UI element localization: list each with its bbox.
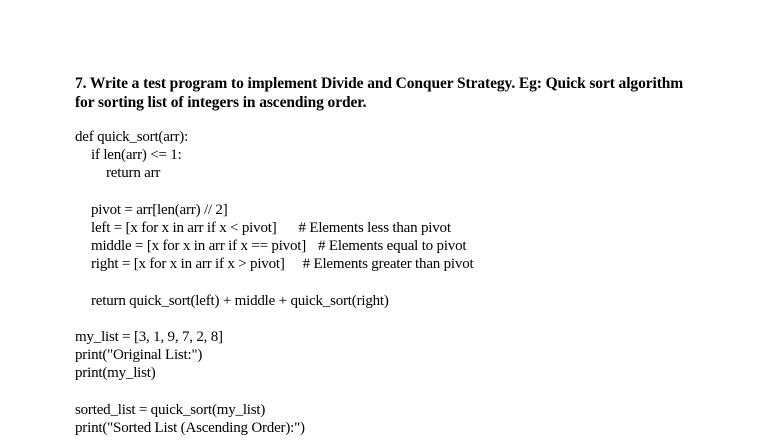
blank-line	[75, 274, 765, 292]
question-line-1: 7. Write a test program to implement Divide and Conquer Strategy. Eg: Quick sort algorithm	[75, 75, 684, 92]
code-line-middle	[75, 237, 765, 255]
code-line-right	[75, 255, 765, 273]
code-middle-comment: # Elements equal to pivot	[318, 238, 467, 255]
code-line-return-recursive: return quick_sort(left) + middle + quick_sort(right)	[91, 292, 389, 309]
code-left-comment: # Elements less than pivot	[298, 219, 451, 236]
question-line-2: for sorting list of integers in ascending order.	[75, 94, 367, 111]
code-line-print-my-list: print(my_list)	[75, 365, 156, 382]
code-block	[75, 128, 765, 437]
code-line-print-sorted-label: print("Sorted List (Ascending Order):")	[75, 420, 305, 436]
blank-line	[75, 383, 765, 401]
code-left-expr: left = [x for x in arr if x < pivot]	[91, 219, 277, 236]
code-line-def: def quick_sort(arr):	[75, 129, 189, 145]
code-right-comment: # Elements greater than pivot	[302, 256, 474, 273]
code-line-print-original-label: print("Original List:")	[75, 347, 203, 364]
code-middle-expr: middle = [x for x in arr if x == pivot]	[91, 238, 307, 255]
code-line-pivot: pivot = arr[len(arr) // 2]	[91, 201, 228, 218]
code-line-if: if len(arr) <= 1:	[91, 147, 182, 164]
blank-line	[75, 310, 765, 328]
code-line-return-arr: return arr	[106, 165, 161, 182]
code-line-my-list: my_list = [3, 1, 9, 7, 2, 8]	[75, 329, 223, 346]
blank-line	[75, 183, 765, 201]
code-right-expr: right = [x for x in arr if x > pivot]	[91, 256, 285, 273]
code-line-sorted-list: sorted_list = quick_sort(my_list)	[75, 401, 266, 418]
question-heading	[75, 74, 765, 112]
code-line-left	[75, 219, 765, 237]
